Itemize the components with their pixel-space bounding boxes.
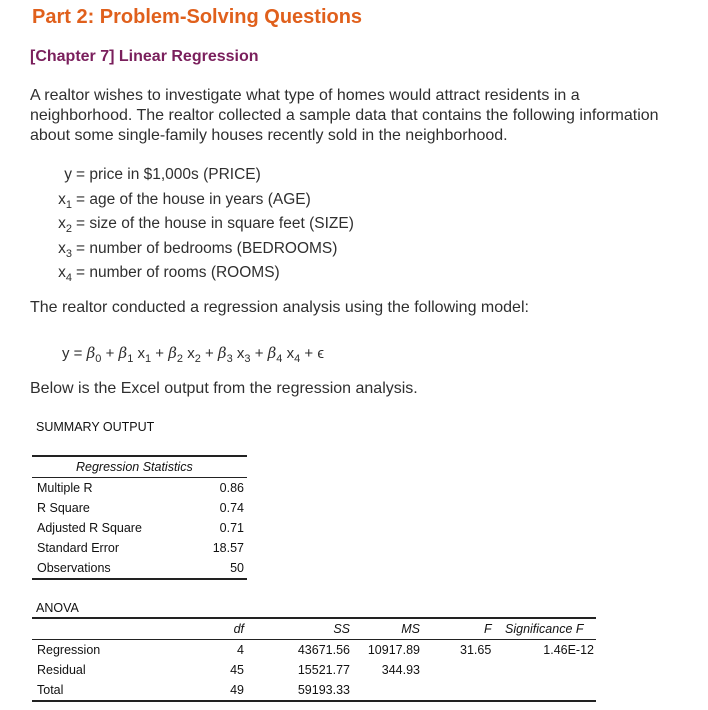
anova-cell-ms: 10917.89 — [367, 643, 420, 657]
variable-definitions — [50, 163, 354, 286]
anova-cell-sigf: 1.46E-12 — [543, 643, 594, 657]
part-title: Part 2: Problem-Solving Questions — [32, 6, 363, 28]
regression-stats-heading: Regression Statistics — [76, 460, 193, 474]
stat-label: Observations — [37, 561, 111, 575]
anova-row-label: Total — [37, 683, 64, 697]
stat-value: 0.71 — [219, 521, 244, 535]
chapter-title: [Chapter 7] Linear Regression — [30, 48, 259, 65]
anova-cell-ss: 59193.33 — [297, 683, 350, 697]
table-rule — [32, 617, 596, 619]
anova-title: ANOVA — [36, 601, 79, 615]
stat-label: Multiple R — [37, 481, 93, 495]
variable-line: $x_2$ = size of the house in square feet (SIZE) — [58, 215, 354, 236]
anova-header-f: F — [484, 622, 492, 636]
table-rule — [32, 455, 247, 457]
anova-cell-df: 49 — [230, 683, 244, 697]
anova-row-label: Regression — [37, 643, 101, 657]
anova-cell-ss: 43671.56 — [297, 643, 350, 657]
table-rule — [32, 700, 596, 702]
variable-line: $x_3$ = number of bedrooms (BEDROOMS) — [58, 239, 338, 260]
table-rule — [32, 477, 247, 478]
anova-cell-ss: 15521.77 — [297, 663, 350, 677]
anova-cell-df: 4 — [237, 643, 244, 657]
stat-value: 0.74 — [219, 501, 244, 515]
variable-line: $x_4$ = number of rooms (ROOMS) — [58, 264, 280, 285]
model-equation: $y = \beta_0 + \beta_1$ $x_1 + \beta_2$ $x_2 + \beta_3$ $x_3 + \beta_4$ $x_4 + \epsilon$ — [62, 344, 324, 365]
stat-value: 18.57 — [212, 541, 244, 555]
table-rule — [32, 639, 596, 640]
table-rule — [32, 578, 247, 580]
anova-cell-f: 31.65 — [460, 643, 492, 657]
problem-paragraph: A realtor wishes to investigate what type of homes would attract residents in a neighborhood. The realtor collected a sample data that contains the following information about some single-family houses recently sold in the neighborhood. — [30, 87, 659, 144]
anova-cell-df: 45 — [230, 663, 244, 677]
anova-header-df: df — [233, 622, 244, 636]
anova-row-label: Residual — [37, 663, 86, 677]
stat-label: R Square — [37, 501, 90, 515]
summary-output-title: SUMMARY OUTPUT — [36, 420, 155, 434]
stat-value: 0.86 — [219, 481, 244, 495]
anova-header-sigf: Significance F — [505, 622, 584, 636]
variable-line: $x_1$ = age of the house in years (AGE) — [58, 190, 311, 211]
excel-intro: Below is the Excel output from the regression analysis. — [30, 380, 418, 397]
stat-label: Adjusted R Square — [37, 521, 142, 535]
variable-line: y = price in $1,000s (PRICE) — [64, 166, 261, 183]
stat-label: Standard Error — [37, 541, 119, 555]
anova-header-ms: MS — [401, 622, 420, 636]
anova-cell-ms: 344.93 — [381, 663, 420, 677]
stat-value: 50 — [230, 561, 244, 575]
anova-header-ss: SS — [333, 622, 350, 636]
model-intro: The realtor conducted a regression analysis using the following model: — [30, 299, 529, 316]
